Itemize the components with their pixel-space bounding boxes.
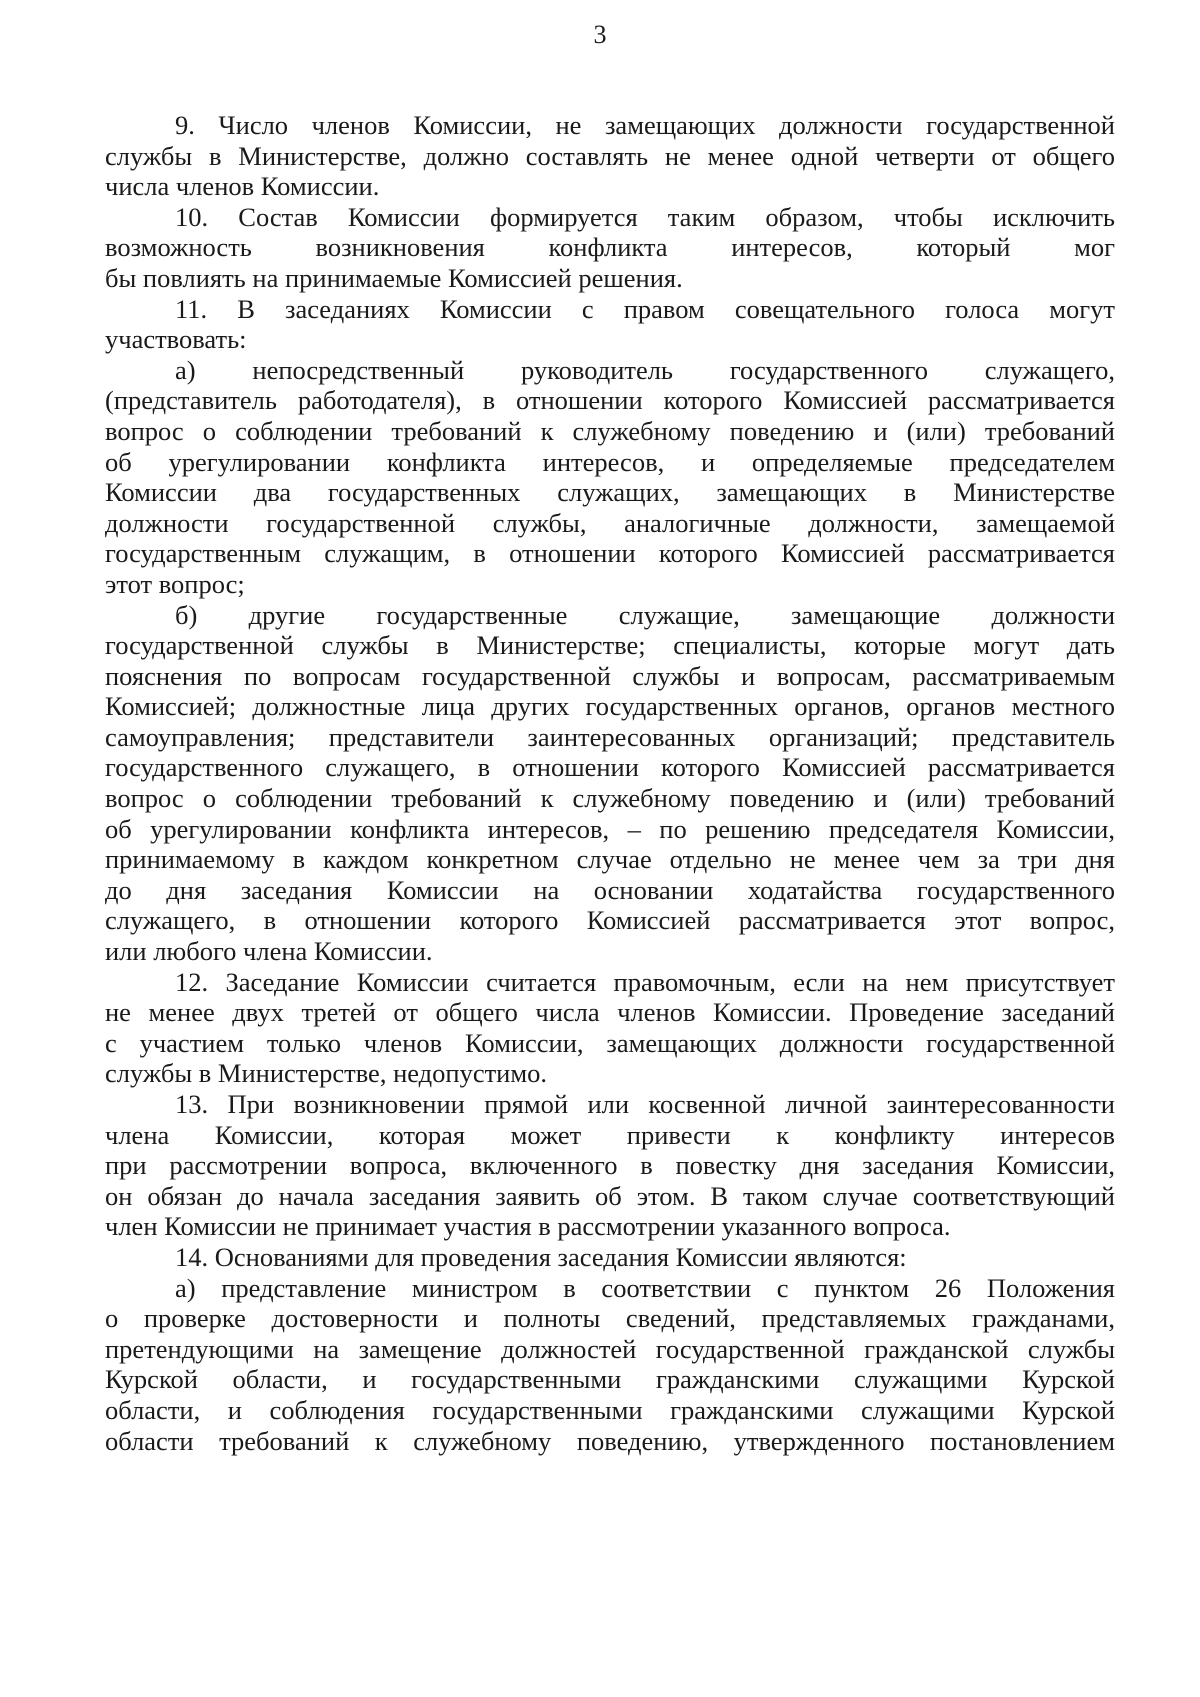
text-line: пояснения по вопросам государственной службы и вопросам, рассматриваемым [105, 660, 1115, 691]
text-line: с участием только членов Комиссии, замещающих должности государственной [105, 1027, 1115, 1058]
text-line: он обязан до начала заседания заявить об этом. В таком случае соответствующий [105, 1180, 1115, 1211]
text-line: государственным служащим, в отношении которого Комиссией рассматривается [105, 538, 1115, 569]
text-line: государственного служащего, в отношении которого Комиссией рассматривается [105, 752, 1115, 783]
text-line: самоуправления; представители заинтересованных организаций; представитель [105, 721, 1115, 752]
text-line: области, и соблюдения государственными гражданскими служащими Курской [105, 1394, 1115, 1425]
text-line: об урегулировании конфликта интересов, и определяемые председателем [105, 446, 1115, 477]
paragraph-13 [105, 1089, 1115, 1242]
text-line: Курской области, и государственными гражданскими служащими Курской [105, 1364, 1115, 1395]
text-line: а) представление министром в соответствии с пунктом 26 Положения [175, 1272, 1115, 1303]
text-line: 10. Состав Комиссии формируется таким образом, чтобы исключить [175, 201, 1115, 232]
paragraph-11 [105, 294, 1115, 355]
text-line: или любого члена Комиссии. [105, 936, 433, 967]
text-line: 9. Число членов Комиссии, не замещающих должности государственной [175, 110, 1115, 140]
text-line: вопрос о соблюдении требований к служебному поведению и (или) требований [105, 783, 1115, 814]
text-line: области требований к служебному поведению, утвержденного постановлением [105, 1425, 1115, 1456]
text-line: член Комиссии не принимает участия в рассмотрении указанного вопроса. [105, 1211, 951, 1242]
text-line: 12. Заседание Комиссии считается правомочным, если на нем присутствует [175, 966, 1115, 997]
text-line: участвовать: [105, 324, 247, 355]
text-line: должности государственной службы, аналогичные должности, замещаемой [105, 507, 1115, 538]
text-line: этот вопрос; [105, 568, 245, 599]
text-line: Комиссией; должностные лица других государственных органов, органов местного [105, 691, 1115, 722]
text-line: вопрос о соблюдении требований к служебному поведению и (или) требований [105, 415, 1115, 446]
text-line: а) непосредственный руководитель государственного служащего, [175, 354, 1115, 385]
paragraph-12 [105, 967, 1115, 1089]
text-line: государственной службы в Министерстве; специалисты, которые могут дать [105, 630, 1115, 661]
text-line: 11. В заседаниях Комиссии с правом совещательного голоса могут [175, 293, 1115, 324]
text-line: служащего, в отношении которого Комиссией рассматривается этот вопрос, [105, 905, 1115, 936]
text-line: б) другие государственные служащие, замещающие должности [175, 599, 1115, 630]
document-body [105, 110, 1115, 1456]
text-line: бы повлиять на принимаемые Комиссией решения. [105, 262, 683, 293]
text-line: (представитель работодателя), в отношении которого Комиссией рассматривается [105, 385, 1115, 416]
text-line: не менее двух третей от общего числа членов Комиссии. Проведение заседаний [105, 997, 1115, 1028]
text-line: принимаемому в каждом конкретном случае отдельно не менее чем за три дня [105, 844, 1115, 875]
text-line: о проверке достоверности и полноты сведений, представляемых гражданами, [105, 1303, 1115, 1334]
paragraph-9 [105, 110, 1115, 202]
paragraph-10 [105, 202, 1115, 294]
text-line: до дня заседания Комиссии на основании ходатайства государственного [105, 874, 1115, 905]
text-line: службы в Министерстве, недопустимо. [105, 1058, 547, 1089]
text-line: числа членов Комиссии. [105, 171, 380, 202]
paragraph-11-b [105, 600, 1115, 967]
text-line: Комиссии два государственных служащих, замещающих в Министерстве [105, 477, 1115, 508]
paragraph-14-a [105, 1273, 1115, 1457]
text-line: при рассмотрении вопроса, включенного в повестку дня заседания Комиссии, [105, 1150, 1115, 1181]
text-line: 13. При возникновении прямой или косвенной личной заинтересованности [175, 1089, 1115, 1119]
text-line: члена Комиссии, которая может привести к конфликту интересов [105, 1119, 1115, 1150]
text-line: службы в Министерстве, должно составлять не менее одной четверти от общего [105, 140, 1115, 171]
text-line: 14. Основаниями для проведения заседания Комиссии являются: [175, 1241, 907, 1272]
paragraph-11-a [105, 355, 1115, 600]
text-line: возможность возникновения конфликта интересов, который мог [105, 232, 1115, 263]
text-line: об урегулировании конфликта интересов, – по решению председателя Комиссии, [105, 813, 1115, 844]
paragraph-14 [105, 1242, 1115, 1273]
page-number: 3 [593, 20, 607, 49]
text-line: претендующими на замещение должностей государственной гражданской службы [105, 1333, 1115, 1364]
